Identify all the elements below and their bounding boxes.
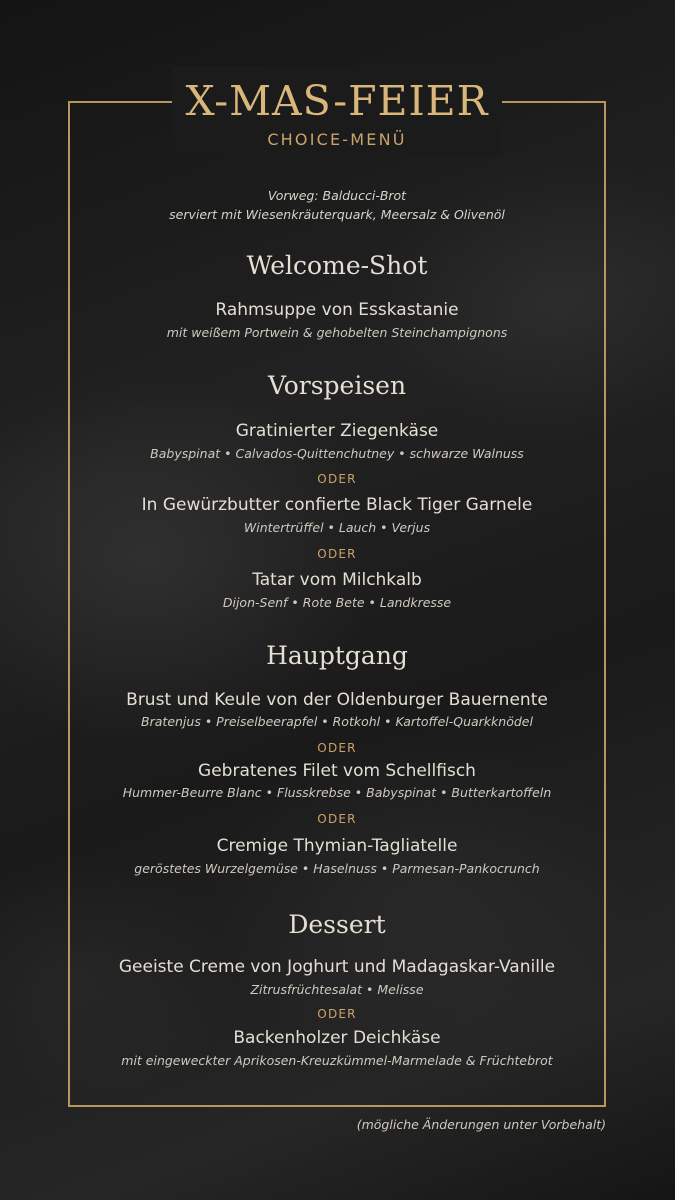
dish-name: In Gewürzbutter confierte Black Tiger Garnele <box>141 495 533 515</box>
dish-description: Hummer-Beurre Blanc • Flusskrebse • Babyspinat • Butterkartoffeln <box>122 785 552 800</box>
intro-line-1: Vorweg: Balducci-Brot <box>267 188 407 203</box>
oder-separator: ODER <box>317 812 357 826</box>
dish-name: Geeiste Creme von Joghurt und Madagaskar-Vanille <box>118 957 556 977</box>
dish-name: Gratinierter Ziegenkäse <box>235 421 439 441</box>
dish-name: Brust und Keule von der Oldenburger Bauernente <box>126 690 548 710</box>
dish-description: mit eingeweckter Aprikosen-Kreuzkümmel-Marmelade & Früchtebrot <box>121 1053 553 1068</box>
dish-name: Tatar vom Milchkalb <box>252 570 422 590</box>
intro-line-2: serviert mit Wiesenkräuterquark, Meersalz & Olivenöl <box>169 207 505 222</box>
section-title-dessert: Dessert <box>288 910 386 939</box>
dish-name: Cremige Thymian-Tagliatelle <box>216 836 458 856</box>
dish-name: Backenholzer Deichkäse <box>233 1028 441 1048</box>
dish-description: Wintertrüffel • Lauch • Verjus <box>243 520 431 535</box>
footnote: (mögliche Änderungen unter Vorbehalt) <box>356 1117 606 1132</box>
dish-description: Dijon-Senf • Rote Bete • Landkresse <box>222 595 452 610</box>
section-title-vorspeisen: Vorspeisen <box>267 371 407 400</box>
dish-description: mit weißem Portwein & gehobelten Steinchampignons <box>166 325 508 340</box>
dish-description: Zitrusfrüchtesalat • Melisse <box>250 982 424 997</box>
oder-separator: ODER <box>317 472 357 486</box>
dish-name: Gebratenes Filet vom Schellfisch <box>198 761 476 781</box>
title-block <box>172 66 502 156</box>
dish-description: Bratenjus • Preiselbeerapfel • Rotkohl • Kartoffel-Quarkknödel <box>141 714 533 729</box>
dish-description: Babyspinat • Calvados-Quittenchutney • schwarze Walnuss <box>150 446 524 461</box>
oder-separator: ODER <box>317 547 357 561</box>
oder-separator: ODER <box>317 741 357 755</box>
oder-separator: ODER <box>317 1007 357 1021</box>
section-title-welcome: Welcome-Shot <box>246 251 428 280</box>
menu-title: X-MAS-FEIER <box>185 77 489 125</box>
dish-name: Rahmsuppe von Esskastanie <box>215 300 459 320</box>
section-title-hauptgang: Hauptgang <box>266 641 408 670</box>
menu-subtitle: CHOICE-MENÜ <box>267 130 407 149</box>
dish-description: geröstetes Wurzelgemüse • Haselnuss • Parmesan-Pankocrunch <box>134 861 540 876</box>
